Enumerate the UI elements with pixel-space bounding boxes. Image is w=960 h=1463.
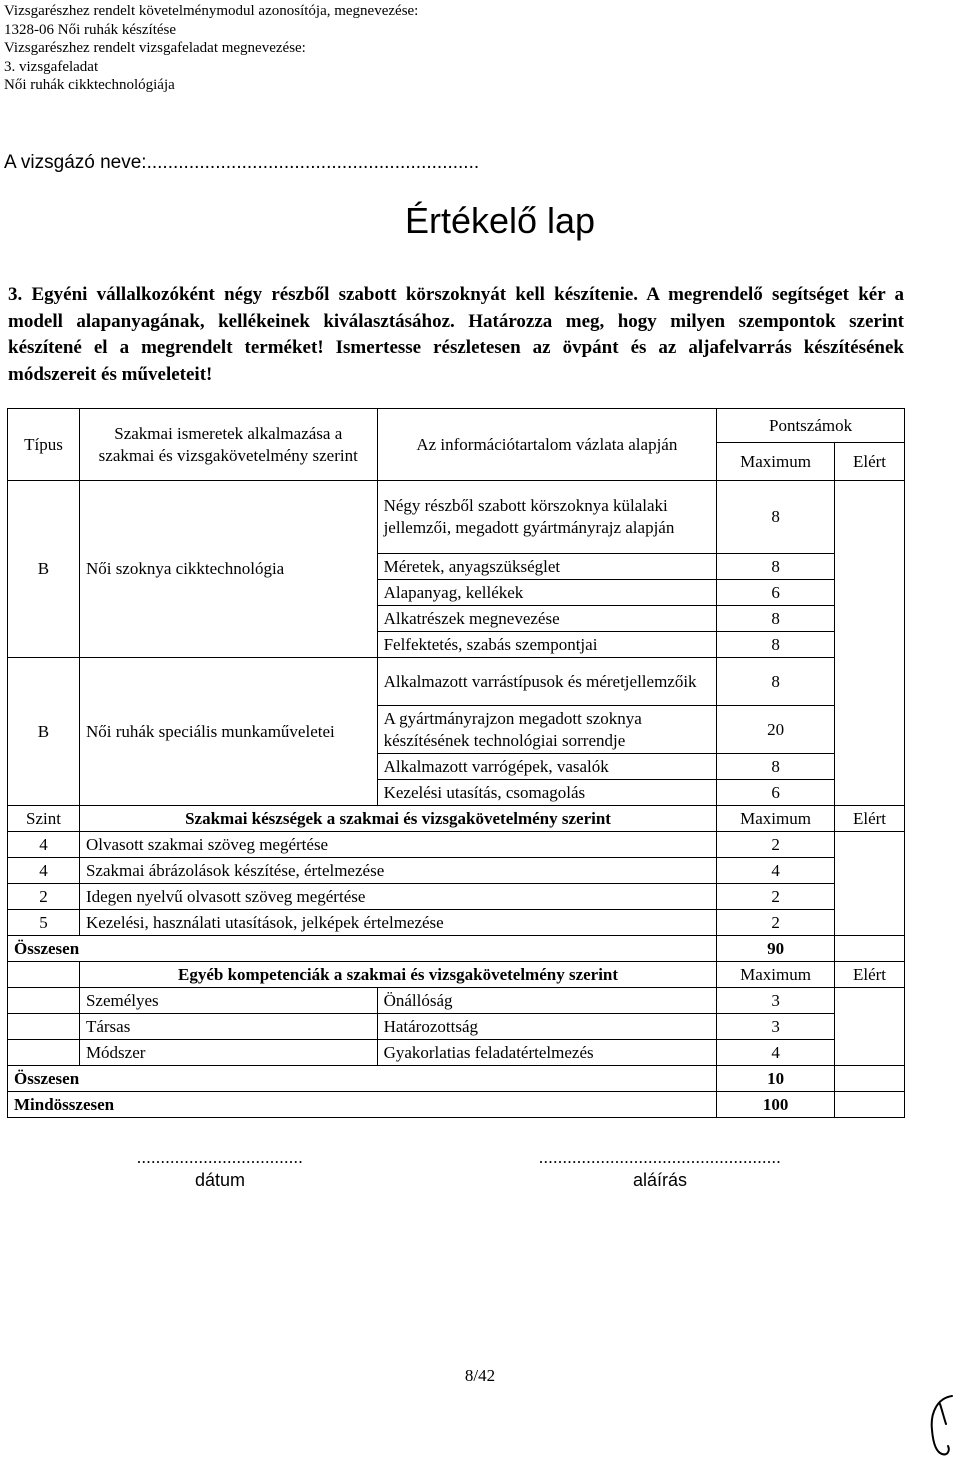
task-name: Női ruhák cikktechnológiája <box>4 77 175 93</box>
row-text: Alapanyag, kellékek <box>377 580 717 606</box>
competency-got-header: Elért <box>835 962 905 988</box>
handwritten-mark-icon <box>922 1390 960 1460</box>
subtotal-row <box>8 936 905 962</box>
competency-max: 4 <box>717 1040 835 1066</box>
header-got: Elért <box>835 443 905 481</box>
skill-text: Idegen nyelvű olvasott szöveg megértése <box>79 884 716 910</box>
task-number: 3. vizsgafeladat <box>4 58 99 75</box>
skills-got-header: Elért <box>835 806 905 832</box>
page-title: Értékelő lap <box>404 200 596 241</box>
competency-area: Módszer <box>79 1040 377 1066</box>
row-text: Alkalmazott varrástípusok és méretjellemzőik <box>377 658 717 706</box>
signature-block <box>490 1148 830 1191</box>
competency-max: 3 <box>717 1014 835 1040</box>
row-max: 8 <box>717 481 835 554</box>
subtotal-field[interactable] <box>835 936 905 962</box>
table-row <box>8 832 905 858</box>
row-max: 8 <box>717 554 835 580</box>
skills-header-row <box>8 806 905 832</box>
group-topic: Női ruhák speciális munkaműveletei <box>79 658 377 806</box>
header-outline: Az információtartalom vázlata alapján <box>377 409 717 481</box>
candidate-name-line: A vizsgázó neve:............................................................... <box>4 152 480 173</box>
table-row <box>8 884 905 910</box>
header-type: Típus <box>8 409 80 481</box>
document-header <box>4 2 418 95</box>
row-max: 8 <box>717 632 835 658</box>
competency-title: Egyéb kompetenciák a szakmai és vizsgakövetelmény szerint <box>79 962 716 988</box>
row-max: 8 <box>717 754 835 780</box>
subtotal-label: Összesen <box>8 936 717 962</box>
table-row <box>8 910 905 936</box>
skill-max: 2 <box>717 884 835 910</box>
competency-name: Gyakorlatias feladatértelmezés <box>377 1040 717 1066</box>
row-text: Méretek, anyagszükséglet <box>377 554 717 580</box>
page-number: 8/42 <box>464 1366 496 1385</box>
subtotal-max: 10 <box>717 1066 835 1092</box>
skill-level: 5 <box>8 910 80 936</box>
skill-text: Olvasott szakmai szöveg megértése <box>79 832 716 858</box>
table-row <box>8 481 905 554</box>
subtotal-max: 90 <box>717 936 835 962</box>
grand-total-row <box>8 1092 905 1118</box>
subtotal-field[interactable] <box>835 1066 905 1092</box>
skills-level-header: Szint <box>8 806 80 832</box>
competency-area: Társas <box>79 1014 377 1040</box>
table-row <box>8 858 905 884</box>
header-max: Maximum <box>717 443 835 481</box>
score-field[interactable] <box>835 988 905 1066</box>
row-max: 6 <box>717 580 835 606</box>
skills-title: Szakmai készségek a szakmai és vizsgakövetelmény szerint <box>79 806 716 832</box>
task-description: 3. Egyéni vállalkozóként négy részből szabott körszoknyát kell készítenie. A megrendelő segítséget kér a modell alapanyagának, kellékeinek kiválasztásához. Határozza meg, hogy milyen szempontok szerint készítené el a megrendelt terméket! Ismertesse részletesen az övpánt és az aljafelvarrás készítésének módszereit és műveleteit! <box>8 284 904 385</box>
module-label: Vizsgarészhez rendelt követelménymodul azonosítója, megnevezése: <box>4 3 419 19</box>
skill-level: 2 <box>8 884 80 910</box>
row-max: 8 <box>717 658 835 706</box>
empty-cell <box>8 988 80 1014</box>
grand-total-label: Mindösszesen <box>8 1092 717 1118</box>
module-name: 1328-06 Női ruhák készítése <box>4 21 177 38</box>
task-label: Vizsgarészhez rendelt vizsgafeladat megnevezése: <box>4 40 306 56</box>
date-label: dátum <box>194 1170 246 1190</box>
skill-max: 4 <box>717 858 835 884</box>
score-field[interactable] <box>835 832 905 936</box>
row-text: Felfektetés, szabás szempontjai <box>377 632 717 658</box>
competency-max-header: Maximum <box>717 962 835 988</box>
row-text: A gyártmányrajzon megadott szoknya készítésének technológiai sorrendje <box>377 706 717 754</box>
skill-max: 2 <box>717 910 835 936</box>
signature-line[interactable]: ................................................... <box>538 1148 782 1167</box>
row-text: Alkatrészek megnevezése <box>377 606 717 632</box>
row-max: 8 <box>717 606 835 632</box>
competency-header-row <box>8 962 905 988</box>
skill-max: 2 <box>717 832 835 858</box>
empty-cell <box>8 1014 80 1040</box>
row-text: Alkalmazott varrógépek, vasalók <box>377 754 717 780</box>
signature-label: aláírás <box>632 1170 688 1190</box>
group-type: B <box>8 658 80 806</box>
skill-text: Szakmai ábrázolások készítése, értelmezése <box>79 858 716 884</box>
date-line[interactable]: ................................... <box>136 1148 304 1167</box>
row-max: 20 <box>717 706 835 754</box>
table-row <box>8 1014 905 1040</box>
skill-level: 4 <box>8 832 80 858</box>
row-text: Kezelési utasítás, csomagolás <box>377 780 717 806</box>
date-signature-block <box>70 1148 370 1191</box>
header-knowledge: Szakmai ismeretek alkalmazása a szakmai és vizsgakövetelmény szerint <box>79 409 377 481</box>
grand-total-field[interactable] <box>835 1092 905 1118</box>
header-points: Pontszámok <box>717 409 905 443</box>
competency-name: Határozottság <box>377 1014 717 1040</box>
skills-max-header: Maximum <box>717 806 835 832</box>
evaluation-table <box>7 408 905 1118</box>
competency-name: Önállóság <box>377 988 717 1014</box>
skill-text: Kezelési, használati utasítások, jelképek értelmezése <box>79 910 716 936</box>
table-header-row <box>8 409 905 443</box>
table-row <box>8 658 905 706</box>
group-type: B <box>8 481 80 658</box>
subtotal-row <box>8 1066 905 1092</box>
grand-total-max: 100 <box>717 1092 835 1118</box>
table-row <box>8 988 905 1014</box>
empty-cell <box>8 962 80 988</box>
subtotal-label: Összesen <box>8 1066 717 1092</box>
empty-cell <box>8 1040 80 1066</box>
competency-area: Személyes <box>79 988 377 1014</box>
group-topic: Női szoknya cikktechnológia <box>79 481 377 658</box>
competency-max: 3 <box>717 988 835 1014</box>
row-max: 6 <box>717 780 835 806</box>
score-field[interactable] <box>835 481 905 806</box>
skill-level: 4 <box>8 858 80 884</box>
row-text: Négy részből szabott körszoknya külalaki jellemzői, megadott gyártmányrajz alapján <box>377 481 717 554</box>
table-row <box>8 1040 905 1066</box>
